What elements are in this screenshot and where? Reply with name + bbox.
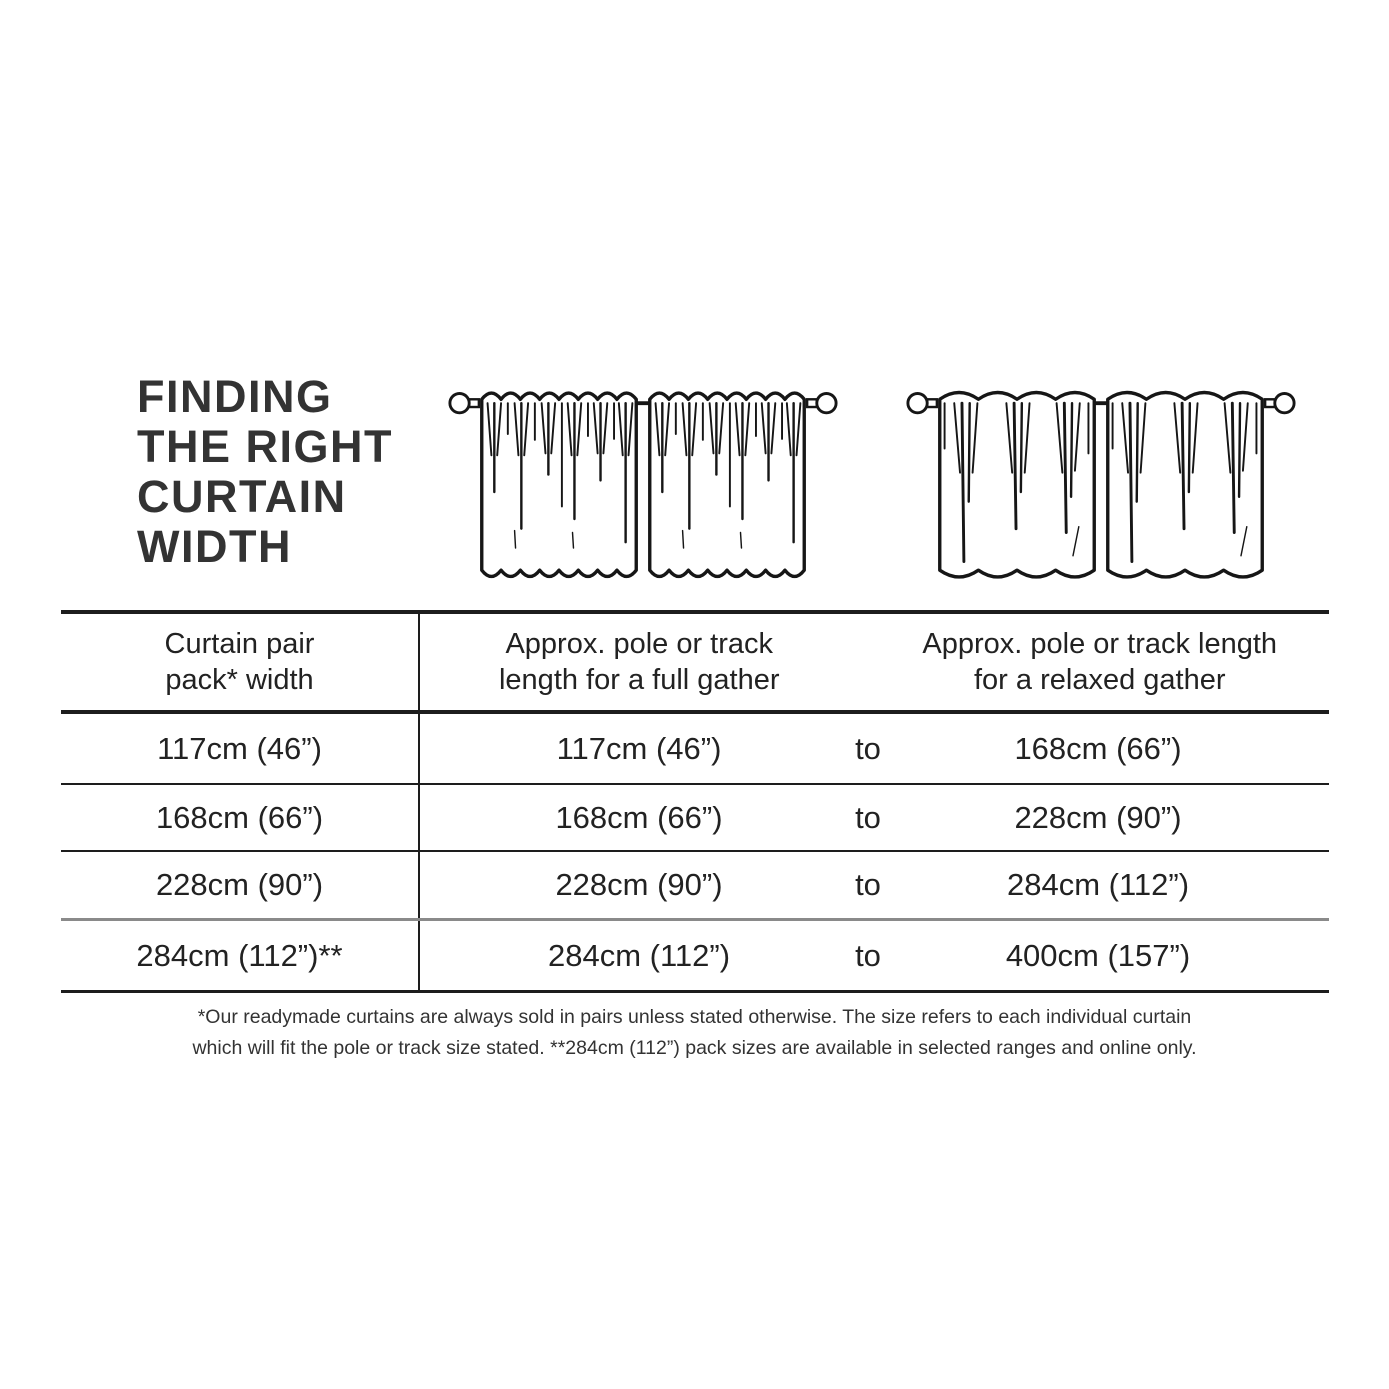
pole-bracket <box>469 399 479 407</box>
to-label: to <box>855 730 881 766</box>
relaxed-gather-header: Approx. pole or track length for a relaxed gather <box>922 628 1278 696</box>
to-label: to <box>855 867 881 902</box>
to-label: to <box>855 937 881 973</box>
table-row <box>61 714 1329 785</box>
finial-icon <box>908 394 927 413</box>
finial-icon <box>817 394 836 413</box>
relaxed-gather-cell: 168cm (66”) <box>1014 730 1182 766</box>
curtain-panel-right <box>650 393 804 576</box>
table-row <box>61 921 1329 990</box>
relaxed-gather-cell: 228cm (90”) <box>1014 799 1182 835</box>
curtain-panel-right <box>1108 393 1262 577</box>
table-header-row <box>61 614 1329 714</box>
pack-width-cell: 168cm (66”) <box>61 785 420 850</box>
page-title-line: CURTAIN <box>137 471 347 522</box>
page-title-line: FINDING <box>137 371 333 422</box>
relaxed-gather-cell: 400cm (157”) <box>1005 937 1191 973</box>
full-gather-cell: 168cm (66”) <box>555 799 723 835</box>
pack-width-header: Curtain pair pack* width <box>61 614 420 710</box>
finial-icon <box>1275 394 1294 413</box>
page-title <box>137 372 393 572</box>
curtain-panel-left <box>940 393 1094 577</box>
pack-width-cell: 117cm (46”) <box>61 714 420 783</box>
to-label: to <box>855 799 881 835</box>
table-row <box>61 852 1329 921</box>
footnote-line: *Our readymade curtains are always sold in pairs unless stated otherwise. The size refers to each individual curtain <box>197 1006 1192 1028</box>
pack-width-cell: 284cm (112”)** <box>61 921 420 990</box>
footnote-line: which will fit the pole or track size stated. **284cm (112”) pack sizes are available in selected ranges and online only. <box>192 1037 1197 1059</box>
finial-icon <box>450 394 469 413</box>
curtain-panel-left <box>482 393 636 576</box>
footnote <box>0 1002 1389 1064</box>
table-row <box>61 785 1329 852</box>
full-gather-cell: 117cm (46”) <box>556 730 722 766</box>
relaxed-gather-cell: 284cm (112”) <box>1006 867 1190 902</box>
curtains-full-gather-illustration <box>447 374 839 581</box>
full-gather-header: Approx. pole or track length for a full gather <box>498 628 780 696</box>
size-table <box>61 610 1329 993</box>
page-title-line: THE RIGHT <box>137 421 393 472</box>
full-gather-cell: 284cm (112”) <box>547 937 731 973</box>
full-gather-cell: 228cm (90”) <box>555 867 723 902</box>
curtains-relaxed-gather-illustration <box>905 374 1297 581</box>
page-title-line: WIDTH <box>137 521 292 572</box>
pack-width-cell: 228cm (90”) <box>61 852 420 918</box>
